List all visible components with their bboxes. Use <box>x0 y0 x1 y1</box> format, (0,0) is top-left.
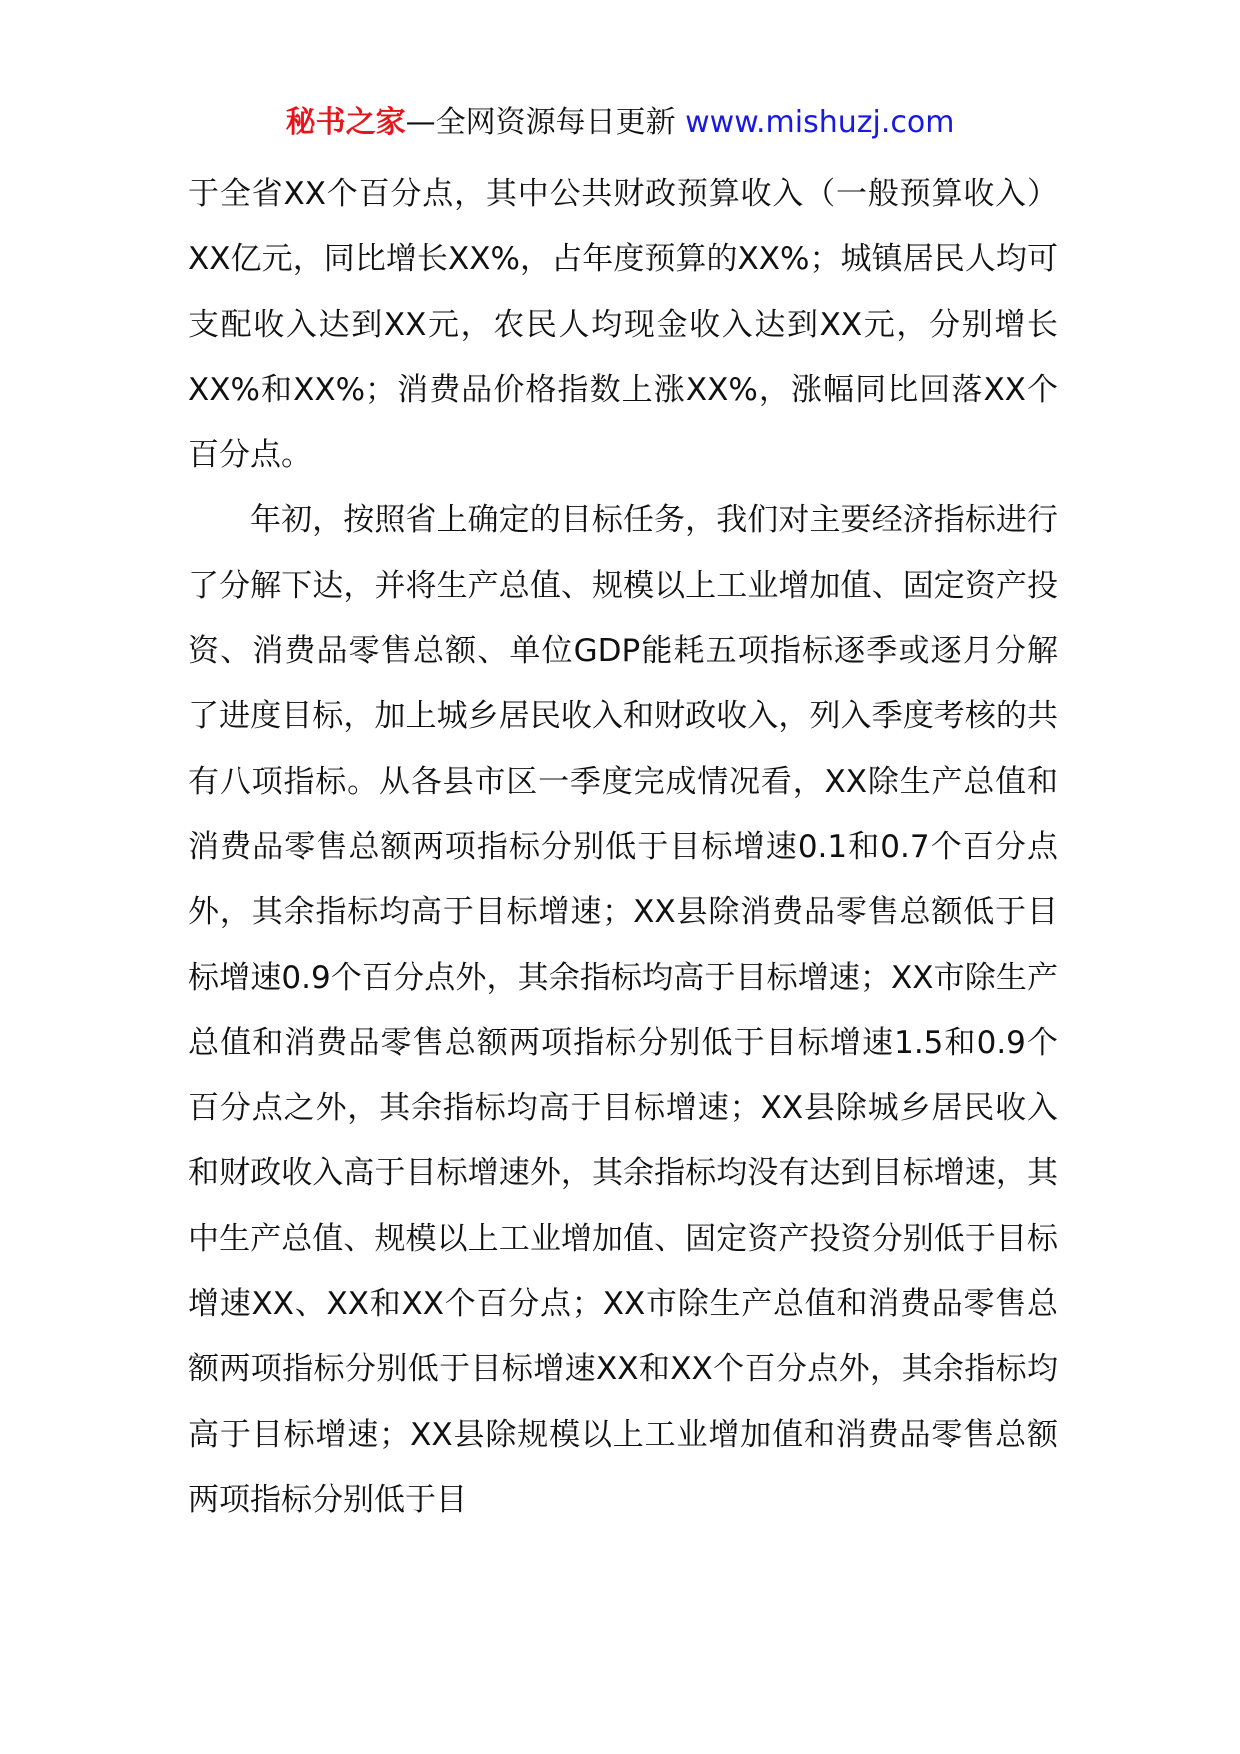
document-body <box>188 162 1058 1533</box>
paragraph-quarterly-review: 年初，按照省上确定的目标任务，我们对主要经济指标进行了分解下达，并将生产总值、规模以上工业增加值、固定资产投资、消费品零售总额、单位GDP能耗五项指标逐季或逐月分解了进度目标，加上城乡居民收入和财政收入，列入季度考核的共有八项指标。从各县市区一季度完成情况看，XX除生产总值和消费品零售总额两项指标分别低于目标增速0.1和0.7个百分点外，其余指标均高于目标增速；XX县除消费品零售总额低于目标增速0.9个百分点外，其余指标均高于目标增速；XX市除生产总值和消费品零售总额两项指标分别低于目标增速1.5和0.9个百分点之外，其余指标均高于目标增速；XX县除城乡居民收入和财政收入高于目标增速外，其余指标均没有达到目标增速，其中生产总值、规模以上工业增加值、固定资产投资分别低于目标增速XX、XX和XX个百分点；XX市除生产总值和消费品零售总额两项指标分别低于目标增速XX和XX个百分点外，其余指标均高于目标增速；XX县除规模以上工业增加值和消费品零售总额两项指标分别低于目 <box>188 502 1058 1518</box>
paragraph-continued: 于全省XX个百分点，其中公共财政预算收入（一般预算收入）XX亿元，同比增长XX%，占年度预算的XX%；城镇居民人均可支配收入达到XX元，农民人均现金收入达到XX元，分别增长XX%和XX%；消费品价格指数上涨XX%，涨幅同比回落XX个百分点。 <box>188 176 1058 474</box>
brand-name: 秘书之家 <box>285 105 406 140</box>
site-header <box>0 98 1240 148</box>
site-url-link[interactable]: www.mishuzj.com <box>685 105 955 140</box>
header-slogan: —全网资源每日更新 <box>405 105 686 140</box>
